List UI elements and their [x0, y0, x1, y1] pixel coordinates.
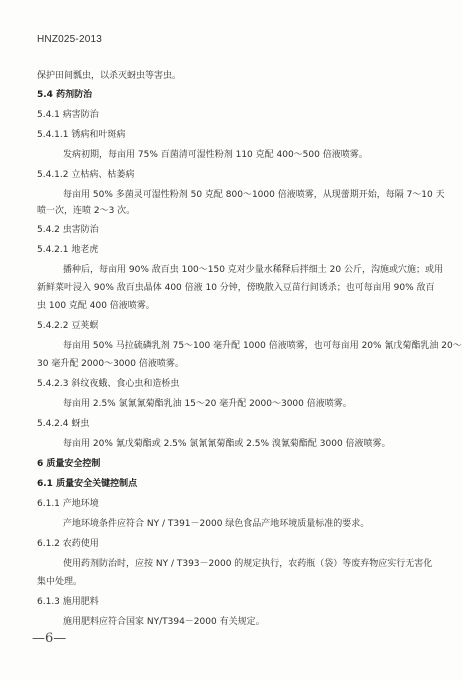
standard-code: HNZ025-2013 — [37, 34, 103, 45]
subsection-heading: 5.4.2.3 斜纹夜蛾、食心虫和造桥虫 — [37, 379, 180, 389]
body-text: 使用药剂防治时，应按 NY / T393－2000 的规定执行，农药瓶（袋）等废弃物应实行无害化 — [63, 559, 433, 569]
body-text: 30 毫升配 2000～3000 倍液喷雾。 — [37, 359, 184, 369]
subsection-heading: 5.4.2 虫害防治 — [37, 225, 99, 235]
body-text: 每亩用 50% 多菌灵可湿性粉剂 50 克配 800～1000 倍液喷雾，从现蕾期开始，每隔 7～10 天 — [63, 190, 445, 200]
section-heading: 6 质量安全控制 — [37, 459, 101, 469]
body-text: 新鲜菜叶浸入 90% 敌百虫晶体 400 倍液 10 分钟，傍晚散入豆苗行间诱杀；也可每亩用 90% 敌百 — [37, 283, 435, 293]
body-text: 播种后，每亩用 90% 敌百虫 100～150 克对少量水稀释后拌细土 20 公斤，沟施或穴施；或用 — [63, 265, 443, 275]
subsection-heading: 6.1.3 施用肥料 — [37, 597, 99, 607]
subsection-heading: 6.1 质量安全关键控制点 — [37, 479, 138, 489]
body-text: 发病初期，每亩用 75% 百菌清可湿性粉剂 110 克配 400～500 倍液喷雾。 — [63, 150, 368, 160]
body-text: 产地环境条件应符合 NY / T391－2000 绿色食品产地环境质量标准的要求。 — [63, 519, 370, 529]
subsection-heading: 5.4.1.2 立枯病、枯萎病 — [37, 170, 135, 180]
subsection-heading: 5.4.2.2 豆荚螟 — [37, 321, 99, 331]
subsection-heading: 5.4.2.1 地老虎 — [37, 245, 99, 255]
body-text: 每亩用 20% 氰戊菊酯或 2.5% 氯氰氰菊酯或 2.5% 溴氰菊酯配 3000 倍液喷雾。 — [63, 439, 391, 449]
body-text: 集中处理。 — [37, 577, 83, 587]
body-text: 每亩用 50% 马拉硫磷乳剂 75～100 毫升配 1000 倍液喷雾，也可每亩用 20% 氰戊菊酯乳油 20～ — [63, 341, 462, 351]
section-heading: 5.4 药剂防治 — [37, 90, 93, 100]
body-text: 喷一次，连喷 2～3 次。 — [37, 206, 136, 216]
subsection-heading: 5.4.1.1 锈病和叶斑病 — [37, 130, 126, 140]
body-text: 施用肥料应符合国家 NY/T394－2000 有关规定。 — [63, 617, 265, 627]
subsection-heading: 5.4.2.4 蚜虫 — [37, 419, 90, 429]
body-text: 每亩用 2.5% 氯氰氰菊酯乳油 15～20 毫升配 2000～3000 倍液喷雾。 — [63, 399, 352, 409]
subsection-heading: 6.1.1 产地环境 — [37, 499, 99, 509]
body-text: 虫 100 克配 400 倍液喷雾。 — [37, 301, 155, 311]
page-number: —6— — [32, 631, 67, 646]
body-text: 保护田间瓢虫，以杀灭蚜虫等害虫。 — [37, 71, 182, 81]
subsection-heading: 6.1.2 农药使用 — [37, 539, 99, 549]
subsection-heading: 5.4.1 病害防治 — [37, 110, 99, 120]
